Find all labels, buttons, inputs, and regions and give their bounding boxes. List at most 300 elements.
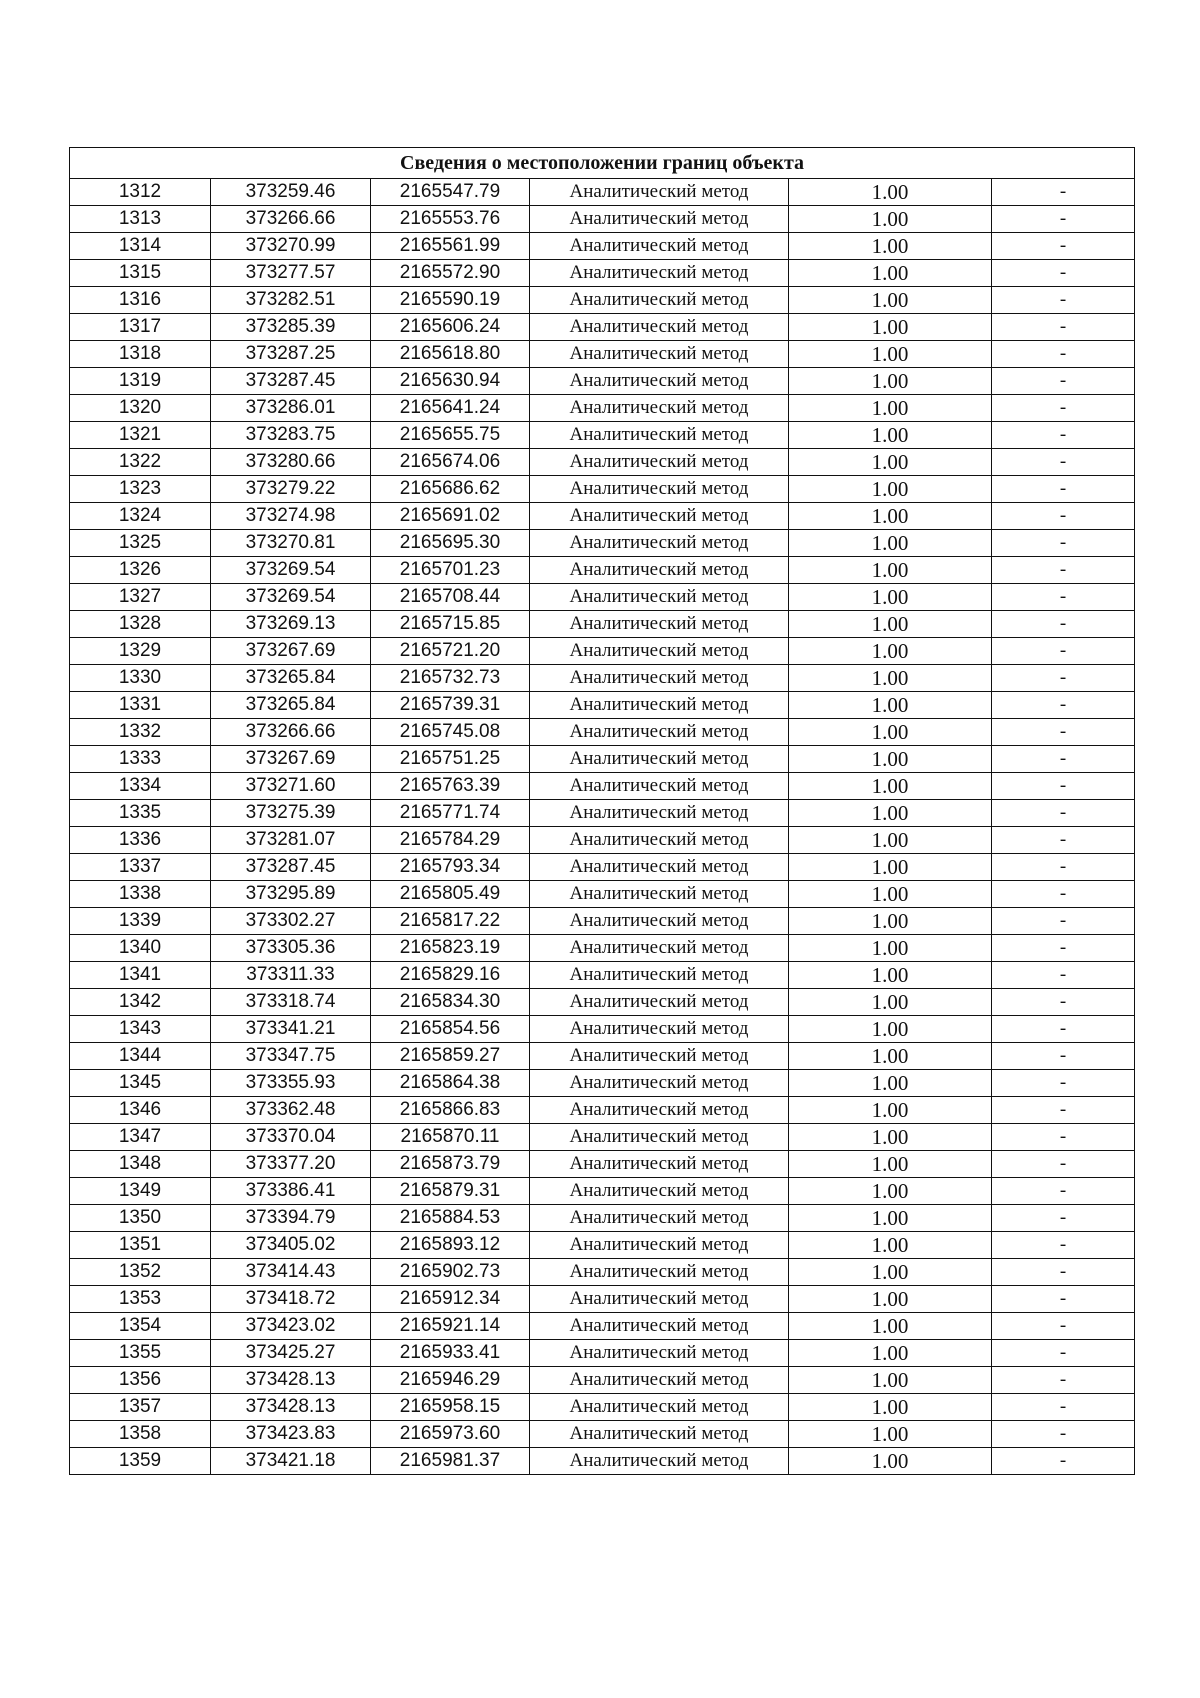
point-number-cell: 1328: [70, 611, 211, 638]
x-coordinate-cell: 373266.66: [211, 719, 371, 746]
method-cell: Аналитический метод: [530, 1421, 789, 1448]
method-cell: Аналитический метод: [530, 665, 789, 692]
method-cell: Аналитический метод: [530, 557, 789, 584]
x-coordinate-cell: 373265.84: [211, 665, 371, 692]
accuracy-cell: 1.00: [789, 638, 992, 665]
point-number-cell: 1357: [70, 1394, 211, 1421]
table-row: [70, 422, 1135, 449]
method-cell: Аналитический метод: [530, 989, 789, 1016]
note-cell: -: [992, 260, 1135, 287]
method-cell: Аналитический метод: [530, 314, 789, 341]
x-coordinate-cell: 373302.27: [211, 908, 371, 935]
accuracy-cell: 1.00: [789, 800, 992, 827]
y-coordinate-cell: 2165553.76: [371, 206, 530, 233]
x-coordinate-cell: 373370.04: [211, 1124, 371, 1151]
method-cell: Аналитический метод: [530, 1232, 789, 1259]
x-coordinate-cell: 373270.81: [211, 530, 371, 557]
note-cell: -: [992, 1043, 1135, 1070]
accuracy-cell: 1.00: [789, 1043, 992, 1070]
note-cell: -: [992, 314, 1135, 341]
boundary-coordinates-table: [69, 147, 1135, 1475]
method-cell: Аналитический метод: [530, 746, 789, 773]
accuracy-cell: 1.00: [789, 611, 992, 638]
table-row: [70, 503, 1135, 530]
accuracy-cell: 1.00: [789, 1367, 992, 1394]
accuracy-cell: 1.00: [789, 1286, 992, 1313]
table-title: Сведения о местоположении границ объекта: [70, 148, 1135, 179]
y-coordinate-cell: 2165701.23: [371, 557, 530, 584]
table-row: [70, 881, 1135, 908]
y-coordinate-cell: 2165864.38: [371, 1070, 530, 1097]
accuracy-cell: 1.00: [789, 449, 992, 476]
table-row: [70, 719, 1135, 746]
x-coordinate-cell: 373269.54: [211, 584, 371, 611]
note-cell: -: [992, 800, 1135, 827]
point-number-cell: 1338: [70, 881, 211, 908]
accuracy-cell: 1.00: [789, 557, 992, 584]
table-row: [70, 530, 1135, 557]
table-row: [70, 260, 1135, 287]
note-cell: -: [992, 476, 1135, 503]
accuracy-cell: 1.00: [789, 1151, 992, 1178]
accuracy-cell: 1.00: [789, 530, 992, 557]
y-coordinate-cell: 2165902.73: [371, 1259, 530, 1286]
table-row: [70, 179, 1135, 206]
y-coordinate-cell: 2165561.99: [371, 233, 530, 260]
table-row: [70, 746, 1135, 773]
point-number-cell: 1348: [70, 1151, 211, 1178]
method-cell: Аналитический метод: [530, 773, 789, 800]
x-coordinate-cell: 373394.79: [211, 1205, 371, 1232]
note-cell: -: [992, 854, 1135, 881]
note-cell: -: [992, 233, 1135, 260]
accuracy-cell: 1.00: [789, 206, 992, 233]
method-cell: Аналитический метод: [530, 287, 789, 314]
note-cell: -: [992, 1394, 1135, 1421]
point-number-cell: 1324: [70, 503, 211, 530]
x-coordinate-cell: 373274.98: [211, 503, 371, 530]
method-cell: Аналитический метод: [530, 1448, 789, 1475]
x-coordinate-cell: 373386.41: [211, 1178, 371, 1205]
accuracy-cell: 1.00: [789, 395, 992, 422]
note-cell: -: [992, 1421, 1135, 1448]
table-row: [70, 908, 1135, 935]
accuracy-cell: 1.00: [789, 260, 992, 287]
x-coordinate-cell: 373277.57: [211, 260, 371, 287]
method-cell: Аналитический метод: [530, 449, 789, 476]
method-cell: Аналитический метод: [530, 530, 789, 557]
table-row: [70, 1205, 1135, 1232]
x-coordinate-cell: 373287.45: [211, 368, 371, 395]
table-row: [70, 314, 1135, 341]
point-number-cell: 1323: [70, 476, 211, 503]
y-coordinate-cell: 2165745.08: [371, 719, 530, 746]
point-number-cell: 1333: [70, 746, 211, 773]
table-row: [70, 854, 1135, 881]
note-cell: -: [992, 341, 1135, 368]
method-cell: Аналитический метод: [530, 260, 789, 287]
table-row: [70, 692, 1135, 719]
x-coordinate-cell: 373423.02: [211, 1313, 371, 1340]
y-coordinate-cell: 2165893.12: [371, 1232, 530, 1259]
x-coordinate-cell: 373281.07: [211, 827, 371, 854]
point-number-cell: 1334: [70, 773, 211, 800]
method-cell: Аналитический метод: [530, 1124, 789, 1151]
y-coordinate-cell: 2165854.56: [371, 1016, 530, 1043]
point-number-cell: 1343: [70, 1016, 211, 1043]
y-coordinate-cell: 2165686.62: [371, 476, 530, 503]
x-coordinate-cell: 373287.45: [211, 854, 371, 881]
note-cell: -: [992, 368, 1135, 395]
method-cell: Аналитический метод: [530, 800, 789, 827]
table-row: [70, 395, 1135, 422]
accuracy-cell: 1.00: [789, 935, 992, 962]
accuracy-cell: 1.00: [789, 881, 992, 908]
point-number-cell: 1355: [70, 1340, 211, 1367]
method-cell: Аналитический метод: [530, 935, 789, 962]
accuracy-cell: 1.00: [789, 719, 992, 746]
accuracy-cell: 1.00: [789, 233, 992, 260]
method-cell: Аналитический метод: [530, 827, 789, 854]
table-row: [70, 1070, 1135, 1097]
method-cell: Аналитический метод: [530, 611, 789, 638]
y-coordinate-cell: 2165921.14: [371, 1313, 530, 1340]
note-cell: -: [992, 1286, 1135, 1313]
accuracy-cell: 1.00: [789, 1448, 992, 1475]
method-cell: Аналитический метод: [530, 1151, 789, 1178]
note-cell: -: [992, 827, 1135, 854]
table-row: [70, 1016, 1135, 1043]
point-number-cell: 1340: [70, 935, 211, 962]
accuracy-cell: 1.00: [789, 908, 992, 935]
note-cell: -: [992, 395, 1135, 422]
y-coordinate-cell: 2165805.49: [371, 881, 530, 908]
table-row: [70, 962, 1135, 989]
accuracy-cell: 1.00: [789, 179, 992, 206]
table-row: [70, 1151, 1135, 1178]
note-cell: -: [992, 422, 1135, 449]
y-coordinate-cell: 2165606.24: [371, 314, 530, 341]
table-row: [70, 1394, 1135, 1421]
accuracy-cell: 1.00: [789, 1313, 992, 1340]
accuracy-cell: 1.00: [789, 854, 992, 881]
note-cell: -: [992, 1367, 1135, 1394]
method-cell: Аналитический метод: [530, 1178, 789, 1205]
method-cell: Аналитический метод: [530, 395, 789, 422]
note-cell: -: [992, 530, 1135, 557]
method-cell: Аналитический метод: [530, 1367, 789, 1394]
x-coordinate-cell: 373282.51: [211, 287, 371, 314]
note-cell: -: [992, 1448, 1135, 1475]
y-coordinate-cell: 2165870.11: [371, 1124, 530, 1151]
method-cell: Аналитический метод: [530, 1313, 789, 1340]
note-cell: -: [992, 1340, 1135, 1367]
point-number-cell: 1353: [70, 1286, 211, 1313]
note-cell: -: [992, 638, 1135, 665]
point-number-cell: 1314: [70, 233, 211, 260]
y-coordinate-cell: 2165763.39: [371, 773, 530, 800]
table-row: [70, 1097, 1135, 1124]
point-number-cell: 1344: [70, 1043, 211, 1070]
x-coordinate-cell: 373418.72: [211, 1286, 371, 1313]
y-coordinate-cell: 2165695.30: [371, 530, 530, 557]
point-number-cell: 1350: [70, 1205, 211, 1232]
point-number-cell: 1335: [70, 800, 211, 827]
accuracy-cell: 1.00: [789, 1232, 992, 1259]
note-cell: -: [992, 1124, 1135, 1151]
table-row: [70, 665, 1135, 692]
x-coordinate-cell: 373279.22: [211, 476, 371, 503]
x-coordinate-cell: 373287.25: [211, 341, 371, 368]
table-row: [70, 1124, 1135, 1151]
note-cell: -: [992, 449, 1135, 476]
x-coordinate-cell: 373362.48: [211, 1097, 371, 1124]
table-row: [70, 1043, 1135, 1070]
x-coordinate-cell: 373377.20: [211, 1151, 371, 1178]
note-cell: -: [992, 1259, 1135, 1286]
x-coordinate-cell: 373270.99: [211, 233, 371, 260]
method-cell: Аналитический метод: [530, 422, 789, 449]
y-coordinate-cell: 2165732.73: [371, 665, 530, 692]
y-coordinate-cell: 2165618.80: [371, 341, 530, 368]
table-row: [70, 287, 1135, 314]
point-number-cell: 1351: [70, 1232, 211, 1259]
table-row: [70, 341, 1135, 368]
method-cell: Аналитический метод: [530, 1097, 789, 1124]
table-row: [70, 233, 1135, 260]
method-cell: Аналитический метод: [530, 908, 789, 935]
table-row: [70, 1448, 1135, 1475]
point-number-cell: 1319: [70, 368, 211, 395]
x-coordinate-cell: 373311.33: [211, 962, 371, 989]
x-coordinate-cell: 373267.69: [211, 638, 371, 665]
point-number-cell: 1354: [70, 1313, 211, 1340]
accuracy-cell: 1.00: [789, 1097, 992, 1124]
y-coordinate-cell: 2165590.19: [371, 287, 530, 314]
point-number-cell: 1322: [70, 449, 211, 476]
note-cell: -: [992, 557, 1135, 584]
point-number-cell: 1342: [70, 989, 211, 1016]
table-row: [70, 449, 1135, 476]
table-row: [70, 1340, 1135, 1367]
note-cell: -: [992, 665, 1135, 692]
y-coordinate-cell: 2165771.74: [371, 800, 530, 827]
table-row: [70, 1367, 1135, 1394]
note-cell: -: [992, 1016, 1135, 1043]
method-cell: Аналитический метод: [530, 503, 789, 530]
x-coordinate-cell: 373269.54: [211, 557, 371, 584]
y-coordinate-cell: 2165981.37: [371, 1448, 530, 1475]
y-coordinate-cell: 2165958.15: [371, 1394, 530, 1421]
y-coordinate-cell: 2165739.31: [371, 692, 530, 719]
point-number-cell: 1341: [70, 962, 211, 989]
y-coordinate-cell: 2165691.02: [371, 503, 530, 530]
note-cell: -: [992, 773, 1135, 800]
x-coordinate-cell: 373266.66: [211, 206, 371, 233]
note-cell: -: [992, 287, 1135, 314]
y-coordinate-cell: 2165784.29: [371, 827, 530, 854]
y-coordinate-cell: 2165866.83: [371, 1097, 530, 1124]
accuracy-cell: 1.00: [789, 692, 992, 719]
x-coordinate-cell: 373271.60: [211, 773, 371, 800]
table-row: [70, 1178, 1135, 1205]
point-number-cell: 1315: [70, 260, 211, 287]
method-cell: Аналитический метод: [530, 1259, 789, 1286]
point-number-cell: 1312: [70, 179, 211, 206]
accuracy-cell: 1.00: [789, 1394, 992, 1421]
y-coordinate-cell: 2165572.90: [371, 260, 530, 287]
x-coordinate-cell: 373267.69: [211, 746, 371, 773]
table-row: [70, 827, 1135, 854]
y-coordinate-cell: 2165912.34: [371, 1286, 530, 1313]
accuracy-cell: 1.00: [789, 1124, 992, 1151]
accuracy-cell: 1.00: [789, 1178, 992, 1205]
note-cell: -: [992, 611, 1135, 638]
table-row: [70, 989, 1135, 1016]
x-coordinate-cell: 373341.21: [211, 1016, 371, 1043]
accuracy-cell: 1.00: [789, 827, 992, 854]
y-coordinate-cell: 2165879.31: [371, 1178, 530, 1205]
table-title-row: [70, 148, 1135, 179]
point-number-cell: 1359: [70, 1448, 211, 1475]
x-coordinate-cell: 373421.18: [211, 1448, 371, 1475]
accuracy-cell: 1.00: [789, 287, 992, 314]
table-row: [70, 800, 1135, 827]
accuracy-cell: 1.00: [789, 503, 992, 530]
method-cell: Аналитический метод: [530, 1016, 789, 1043]
method-cell: Аналитический метод: [530, 341, 789, 368]
x-coordinate-cell: 373428.13: [211, 1394, 371, 1421]
y-coordinate-cell: 2165946.29: [371, 1367, 530, 1394]
x-coordinate-cell: 373265.84: [211, 692, 371, 719]
x-coordinate-cell: 373269.13: [211, 611, 371, 638]
point-number-cell: 1317: [70, 314, 211, 341]
x-coordinate-cell: 373259.46: [211, 179, 371, 206]
note-cell: -: [992, 881, 1135, 908]
y-coordinate-cell: 2165823.19: [371, 935, 530, 962]
table-row: [70, 584, 1135, 611]
point-number-cell: 1313: [70, 206, 211, 233]
accuracy-cell: 1.00: [789, 422, 992, 449]
note-cell: -: [992, 1232, 1135, 1259]
x-coordinate-cell: 373355.93: [211, 1070, 371, 1097]
method-cell: Аналитический метод: [530, 854, 789, 881]
x-coordinate-cell: 373428.13: [211, 1367, 371, 1394]
note-cell: -: [992, 206, 1135, 233]
note-cell: -: [992, 1097, 1135, 1124]
point-number-cell: 1337: [70, 854, 211, 881]
accuracy-cell: 1.00: [789, 1016, 992, 1043]
x-coordinate-cell: 373286.01: [211, 395, 371, 422]
point-number-cell: 1358: [70, 1421, 211, 1448]
point-number-cell: 1331: [70, 692, 211, 719]
x-coordinate-cell: 373280.66: [211, 449, 371, 476]
point-number-cell: 1329: [70, 638, 211, 665]
point-number-cell: 1325: [70, 530, 211, 557]
table-row: [70, 773, 1135, 800]
table-row: [70, 1286, 1135, 1313]
note-cell: -: [992, 179, 1135, 206]
y-coordinate-cell: 2165721.20: [371, 638, 530, 665]
x-coordinate-cell: 373318.74: [211, 989, 371, 1016]
method-cell: Аналитический метод: [530, 206, 789, 233]
point-number-cell: 1345: [70, 1070, 211, 1097]
table-row: [70, 935, 1135, 962]
method-cell: Аналитический метод: [530, 1205, 789, 1232]
x-coordinate-cell: 373275.39: [211, 800, 371, 827]
method-cell: Аналитический метод: [530, 476, 789, 503]
accuracy-cell: 1.00: [789, 1259, 992, 1286]
y-coordinate-cell: 2165655.75: [371, 422, 530, 449]
method-cell: Аналитический метод: [530, 719, 789, 746]
x-coordinate-cell: 373285.39: [211, 314, 371, 341]
point-number-cell: 1332: [70, 719, 211, 746]
note-cell: -: [992, 584, 1135, 611]
y-coordinate-cell: 2165933.41: [371, 1340, 530, 1367]
point-number-cell: 1316: [70, 287, 211, 314]
method-cell: Аналитический метод: [530, 1070, 789, 1097]
y-coordinate-cell: 2165817.22: [371, 908, 530, 935]
y-coordinate-cell: 2165674.06: [371, 449, 530, 476]
y-coordinate-cell: 2165873.79: [371, 1151, 530, 1178]
method-cell: Аналитический метод: [530, 881, 789, 908]
table-row: [70, 1421, 1135, 1448]
table-row: [70, 476, 1135, 503]
table-row: [70, 1259, 1135, 1286]
table-row: [70, 206, 1135, 233]
point-number-cell: 1352: [70, 1259, 211, 1286]
y-coordinate-cell: 2165829.16: [371, 962, 530, 989]
x-coordinate-cell: 373295.89: [211, 881, 371, 908]
note-cell: -: [992, 989, 1135, 1016]
y-coordinate-cell: 2165547.79: [371, 179, 530, 206]
y-coordinate-cell: 2165630.94: [371, 368, 530, 395]
note-cell: -: [992, 1313, 1135, 1340]
point-number-cell: 1326: [70, 557, 211, 584]
y-coordinate-cell: 2165834.30: [371, 989, 530, 1016]
accuracy-cell: 1.00: [789, 1421, 992, 1448]
table-row: [70, 368, 1135, 395]
note-cell: -: [992, 692, 1135, 719]
point-number-cell: 1346: [70, 1097, 211, 1124]
note-cell: -: [992, 962, 1135, 989]
method-cell: Аналитический метод: [530, 1394, 789, 1421]
x-coordinate-cell: 373423.83: [211, 1421, 371, 1448]
method-cell: Аналитический метод: [530, 692, 789, 719]
x-coordinate-cell: 373425.27: [211, 1340, 371, 1367]
note-cell: -: [992, 1070, 1135, 1097]
y-coordinate-cell: 2165973.60: [371, 1421, 530, 1448]
accuracy-cell: 1.00: [789, 665, 992, 692]
point-number-cell: 1336: [70, 827, 211, 854]
method-cell: Аналитический метод: [530, 962, 789, 989]
accuracy-cell: 1.00: [789, 368, 992, 395]
note-cell: -: [992, 1151, 1135, 1178]
point-number-cell: 1349: [70, 1178, 211, 1205]
note-cell: -: [992, 503, 1135, 530]
y-coordinate-cell: 2165708.44: [371, 584, 530, 611]
method-cell: Аналитический метод: [530, 179, 789, 206]
method-cell: Аналитический метод: [530, 233, 789, 260]
point-number-cell: 1330: [70, 665, 211, 692]
method-cell: Аналитический метод: [530, 584, 789, 611]
method-cell: Аналитический метод: [530, 1340, 789, 1367]
point-number-cell: 1339: [70, 908, 211, 935]
method-cell: Аналитический метод: [530, 1043, 789, 1070]
accuracy-cell: 1.00: [789, 1340, 992, 1367]
point-number-cell: 1327: [70, 584, 211, 611]
accuracy-cell: 1.00: [789, 746, 992, 773]
